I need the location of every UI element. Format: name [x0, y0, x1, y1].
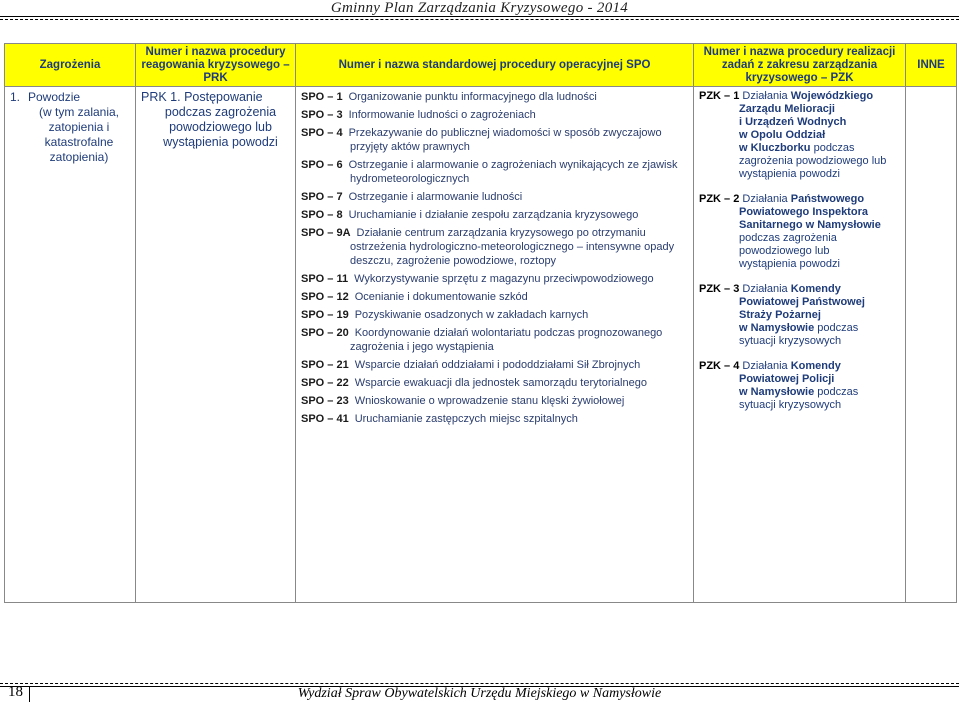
pzk-code: PZK – 2: [699, 193, 740, 205]
spo-item: [301, 376, 688, 390]
spo-item: [301, 90, 688, 104]
pzk-agency: Zarządu Melioracji: [739, 103, 835, 115]
pzk-agency: w Namysłowie: [739, 322, 815, 334]
spo-code: SPO – 23: [301, 395, 349, 407]
pzk-tail: zagrożenia powodziowego lub: [739, 155, 887, 167]
pzk-lead: Działania: [742, 283, 788, 295]
threat-cell: [5, 87, 136, 603]
pzk-tail: podczas: [817, 386, 859, 398]
spo-text: Uruchamianie i działanie zespołu zarządzania kryzysowego: [348, 209, 639, 221]
spo-text: Pozyskiwanie osadzonych w zakładach karnych: [354, 309, 589, 321]
spo-text-continued: przyjęty aktów prawnych: [350, 141, 470, 153]
pzk-item: [699, 90, 900, 181]
pzk-code: PZK – 4: [699, 360, 740, 372]
spo-item: [301, 358, 688, 372]
spo-text: Koordynowanie działań wolontariatu podczas prognozowanego: [354, 327, 663, 339]
pzk-code: PZK – 3: [699, 283, 740, 295]
pzk-agency: Wojewódzkiego: [790, 90, 874, 102]
spo-code: SPO – 21: [301, 359, 349, 371]
other-cell: [906, 87, 957, 603]
spo-code: SPO – 3: [301, 109, 343, 121]
spo-code: SPO – 20: [301, 327, 349, 339]
pzk-tail: sytuacji kryzysowych: [739, 399, 842, 411]
table-header-row: [5, 44, 957, 87]
pzk-lead: Działania: [742, 90, 788, 102]
spo-text: Uruchamianie zastępczych miejsc szpitalnych: [354, 413, 578, 425]
spo-text: Ocenianie i dokumentowanie szkód: [354, 291, 528, 303]
spo-item: [301, 290, 688, 304]
spo-code: SPO – 1: [301, 91, 343, 103]
spo-text: Wnioskowanie o wprowadzenie stanu klęski żywiołowej: [354, 395, 625, 407]
header-threats: Zagrożenia: [5, 44, 136, 87]
pzk-agency: Straży Pożarnej: [739, 309, 821, 321]
spo-text-continued: zagrożenia i jego wystąpienia: [350, 341, 494, 353]
spo-item: [301, 272, 688, 286]
spo-text: Informowanie ludności o zagrożeniach: [348, 109, 536, 121]
pzk-tail: wystąpienia powodzi: [739, 168, 840, 180]
spo-code: SPO – 12: [301, 291, 349, 303]
spo-code: SPO – 6: [301, 159, 343, 171]
spo-text: Wsparcie działań oddziałami i pododdziałami Sił Zbrojnych: [354, 359, 641, 371]
spo-code: SPO – 41: [301, 413, 349, 425]
pzk-agency: w Namysłowie: [739, 386, 815, 398]
spo-item: [301, 208, 688, 222]
pzk-tail: sytuacji kryzysowych: [739, 335, 842, 347]
document-footer-text: Wydział Spraw Obywatelskich Urzędu Miejskiego w Namysłowie: [297, 686, 662, 701]
spo-code: SPO – 11: [301, 273, 349, 285]
prk-title: PRK 1. Postępowanie: [141, 90, 263, 104]
header-other: INNE: [906, 44, 957, 87]
spo-item: [301, 308, 688, 322]
spo-text: Przekazywanie do publicznej wiadomości w sposób zwyczajowo: [348, 127, 662, 139]
header-spo: Numer i nazwa standardowej procedury operacyjnej SPO: [296, 44, 694, 87]
spo-text-continued: ostrzeżenia hydrologiczno-meteorologicznego – intensywne opady deszczu, zagrożenie powodziowe, roztopy: [350, 241, 675, 267]
pzk-tail: powodziowego lub: [739, 245, 830, 257]
spo-text: Działanie centrum zarządzania kryzysowego po otrzymaniu: [356, 227, 646, 239]
pzk-tail: podczas: [813, 142, 855, 154]
spo-item: [301, 394, 688, 408]
header-pzk: Numer i nazwa procedury realizacji zadań z zakresu zarządzania kryzysowego – PZK: [694, 44, 906, 87]
spo-text: Ostrzeganie i alarmowanie ludności: [348, 191, 523, 203]
spo-text-continued: hydrometeorologicznych: [350, 173, 470, 185]
threat-number: 1.: [10, 90, 21, 104]
spo-text: Wykorzystywanie sprzętu z magazynu przeciwpowodziowego: [354, 273, 654, 285]
spo-item: [301, 158, 688, 186]
pzk-agency: Sanitarnego w Namysłowie: [739, 219, 881, 231]
pzk-lead: Działania: [742, 193, 788, 205]
prk-cell: [136, 87, 296, 603]
threat-description: (w tym zalania, zatopienia i katastrofalne zatopienia): [38, 105, 120, 164]
spo-text: Organizowanie punktu informacyjnego dla ludności: [348, 91, 597, 103]
pzk-tail: podczas zagrożenia: [739, 232, 837, 244]
spo-item: [301, 326, 688, 354]
spo-text: Ostrzeganie i alarmowanie o zagrożeniach wynikających ze zjawisk: [348, 159, 678, 171]
spo-cell: [296, 87, 694, 603]
pzk-agency: i Urządzeń Wodnych: [739, 116, 847, 128]
spo-item: [301, 412, 688, 426]
page-number: 18: [8, 684, 23, 700]
spo-list: [301, 90, 688, 426]
pzk-agency: Powiatowej Policji: [739, 373, 835, 385]
pzk-agency: Powiatowej Państwowej: [739, 296, 865, 308]
pzk-item: [699, 193, 900, 271]
pzk-tail: podczas: [817, 322, 859, 334]
spo-code: SPO – 8: [301, 209, 343, 221]
prk-description: podczas zagrożenia powodziowego lub wystąpienia powodzi: [163, 105, 278, 149]
pzk-item: [699, 283, 900, 348]
spo-item: [301, 108, 688, 122]
pzk-agency: w Kluczborku: [739, 142, 811, 154]
procedures-table: [4, 43, 957, 603]
pzk-code: PZK – 1: [699, 90, 740, 102]
pzk-tail: wystąpienia powodzi: [739, 258, 840, 270]
spo-code: SPO – 22: [301, 377, 349, 389]
spo-item: [301, 190, 688, 204]
spo-text: Wsparcie ewakuacji dla jednostek samorządu terytorialnego: [354, 377, 647, 389]
spo-item: [301, 226, 688, 268]
pzk-list: [699, 90, 900, 412]
document-header-title: Gminny Plan Zarządzania Kryzysowego - 2014: [330, 0, 629, 16]
table-row: [5, 87, 957, 603]
pzk-agency: Państwowego: [790, 193, 865, 205]
pzk-lead: Działania: [742, 360, 788, 372]
header-rule-dashed: [0, 19, 959, 20]
pzk-agency: Komendy: [790, 283, 841, 295]
pzk-agency: Komendy: [790, 360, 841, 372]
pzk-agency: w Opolu Oddział: [739, 129, 826, 141]
footer-rule-dashed: [0, 683, 959, 684]
pzk-cell: [694, 87, 906, 603]
spo-item: [301, 126, 688, 154]
spo-code: SPO – 7: [301, 191, 343, 203]
spo-code: SPO – 4: [301, 127, 343, 139]
spo-code: SPO – 9A: [301, 227, 351, 239]
threat-name: Powodzie: [28, 90, 81, 104]
pzk-item: [699, 360, 900, 412]
header-prk: Numer i nazwa procedury reagowania kryzysowego – PRK: [136, 44, 296, 87]
pzk-agency: Powiatowego Inspektora: [739, 206, 868, 218]
spo-code: SPO – 19: [301, 309, 349, 321]
header-rule: [0, 16, 959, 17]
